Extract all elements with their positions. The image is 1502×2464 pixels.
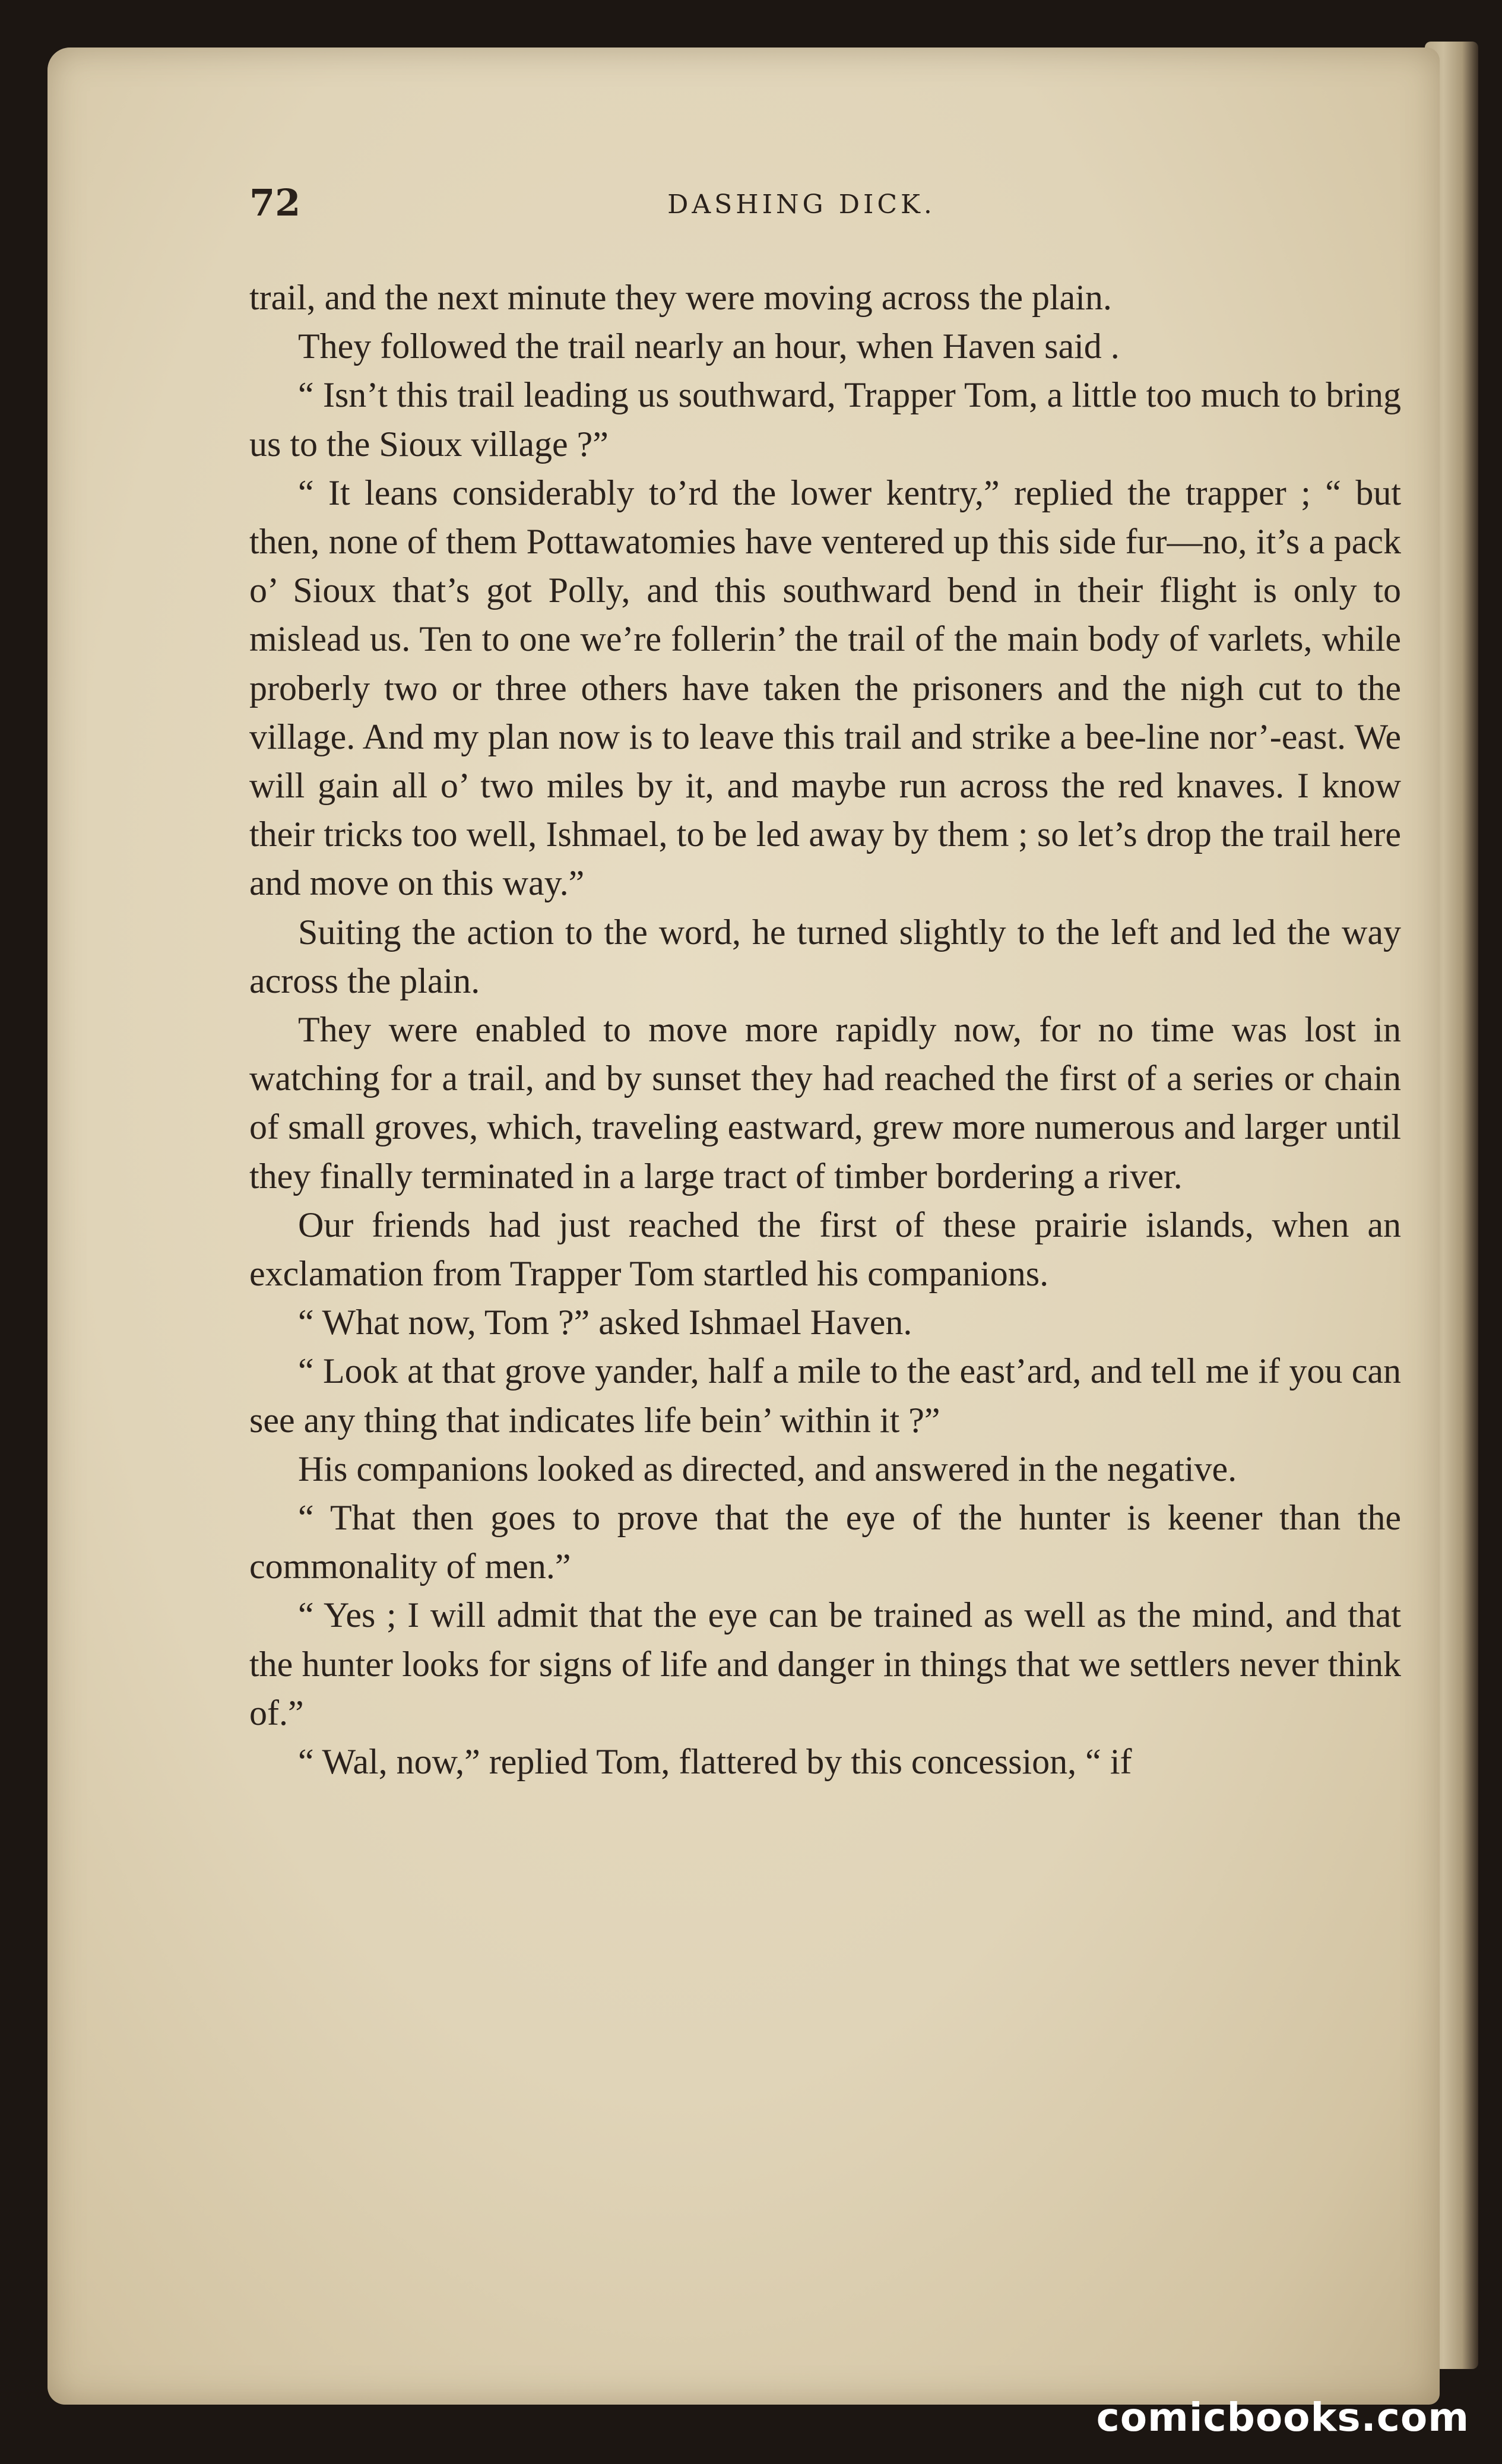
paragraph: They were enabled to move more rapidly now, for no time was lost in watching for a trail, and by sunset they had reached the first of a series or chain of small groves, which, traveling eastward, grew more numerous and larger until they finally terminated in a large tract of timber bordering a river. [249,1010,1401,1196]
paragraph: Our friends had just reached the first of these prairie islands, when an exclamation from Trapper Tom startled his companions. [249,1205,1401,1294]
page-number: 72 [249,181,301,224]
paragraph: “ Isn’t this trail leading us southward, Trapper Tom, a little too much to bring us to the Sioux village ?” [249,375,1401,464]
paragraph: “ That then goes to prove that the eye of the hunter is keener than the commonality of men.” [249,1498,1401,1586]
paragraph: They followed the trail nearly an hour, when Haven said . [298,327,1120,366]
paragraph: Suiting the action to the word, he turned slightly to the left and led the way across the plain. [249,912,1401,1000]
paragraph: “ It leans considerably to’rd the lower kentry,” replied the trapper ; “ but then, none of them Pottawatomies have ventered up this side fur—no, it’s a pack o’ Sioux that’s got Polly, and this southward bend in their flight is only to mislead us. Ten to one we’re follerin’ the trail of the main body of varlets, while proberly two or three others have taken the prisoners and the nigh cut to the village. And my plan now is to leave this trail and strike a bee-line nor’-east. We will gain all o’ two miles by it, and maybe run across the red knaves. I know their tricks too well, Ishmael, to be led away by them ; so let’s drop the trail here and move on this way.” [249,473,1401,903]
site-watermark: comicbooks.com [1096,2395,1469,2440]
page-header [202,181,1401,235]
paragraph: “ Yes ; I will admit that the eye can be trained as well as the mind, and that the hunter looks for signs of life and danger in things that we settlers never think of.” [249,1595,1401,1733]
paragraph: “ What now, Tom ?” asked Ishmael Haven. [298,1303,912,1342]
running-title: DASHING DICK. [667,189,936,220]
paragraph: “ Wal, now,” replied Tom, flattered by this concession, “ if [298,1742,1132,1782]
body-text [249,273,1401,1786]
paragraph: His companions looked as directed, and answered in the negative. [298,1449,1237,1488]
paragraph: trail, and the next minute they were moving across the plain. [249,278,1112,317]
paragraph: “ Look at that grove yander, half a mile to the east’ard, and tell me if you can see any thing that indicates life bein’ within it ?” [249,1351,1401,1440]
